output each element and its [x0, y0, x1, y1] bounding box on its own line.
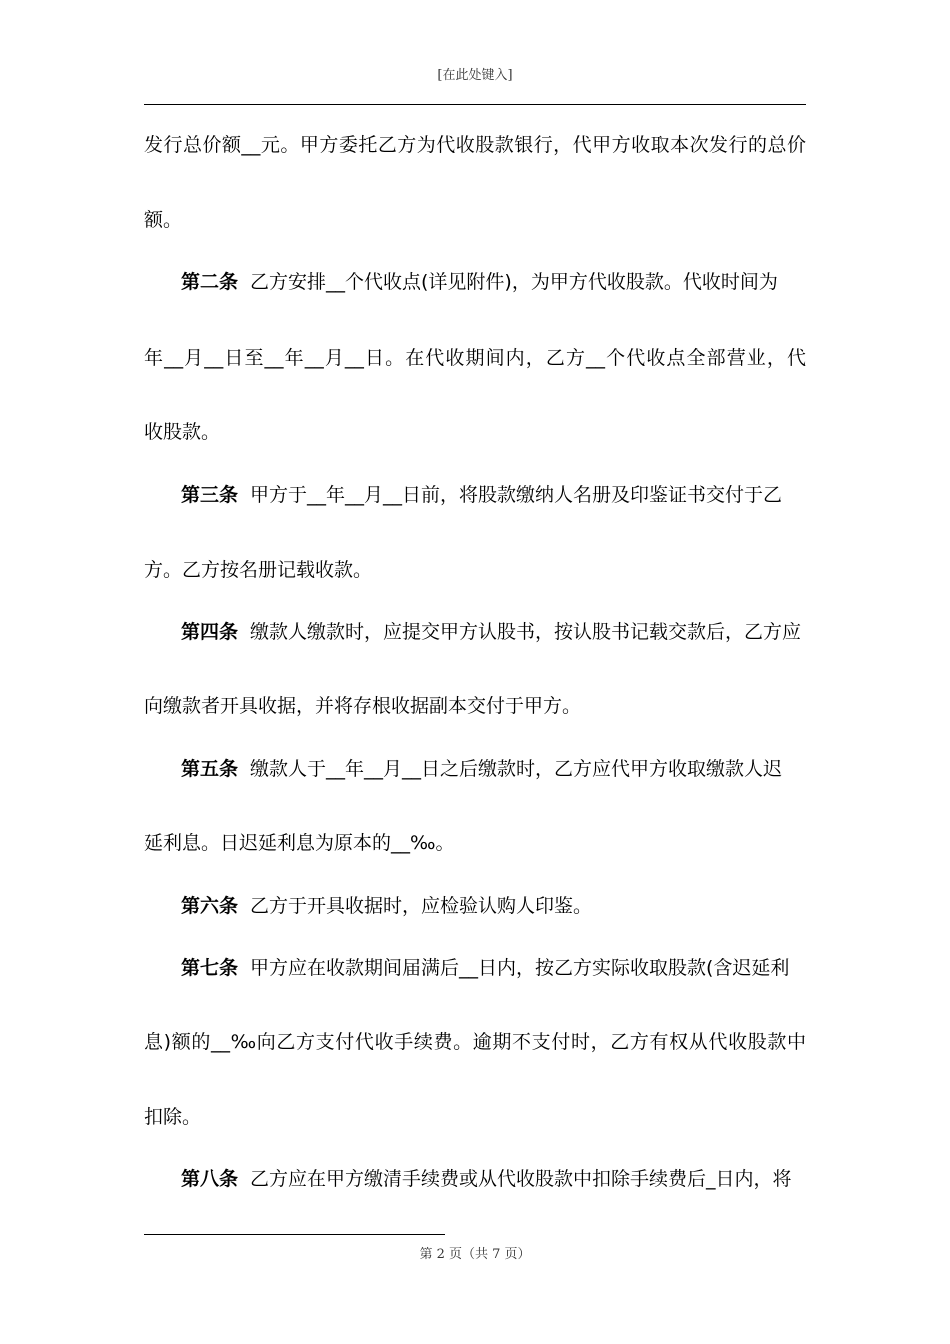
body-line-text: 延利息。日迟延利息为原本的__‰。 [144, 832, 455, 854]
body-line-text: 甲方应在收款期间届满后__日内，按乙方实际收取股款(含迟延利 [250, 957, 790, 979]
body-line [144, 1027, 806, 1057]
body-line [144, 691, 806, 721]
footnote-divider [144, 1234, 445, 1235]
body-line [144, 343, 806, 373]
body-line [144, 130, 806, 160]
body-line-text: 缴款人缴款时，应提交甲方认股书，按认股书记载交款后，乙方应 [250, 621, 802, 643]
body-line-text: 甲方于__年__月__日前，将股款缴纳人名册及印鉴证书交付于乙 [250, 484, 783, 506]
article-label: 第八条 [181, 1168, 239, 1190]
article-5-line [181, 754, 806, 784]
body-line-text: 乙方安排__个代收点(详见附件)，为甲方代收股款。代收时间为 [250, 271, 778, 293]
article-label: 第四条 [181, 621, 239, 643]
body-line-text: 收股款。 [144, 421, 221, 443]
page-number: 第 2 页（共 7 页） [419, 1247, 531, 1262]
body-line-text: 向缴款者开具收据，并将存根收据副本交付于甲方。 [144, 695, 582, 717]
header-placeholder-text: [在此处键入] [437, 68, 513, 83]
body-line [144, 828, 806, 858]
body-line [144, 417, 806, 447]
article-6-line [181, 891, 806, 921]
article-7-line [181, 953, 806, 983]
article-label: 第五条 [181, 758, 239, 780]
body-line-text: 发行总价额__元。甲方委托乙方为代收股款银行，代甲方收取本次发行的总价 [144, 134, 806, 156]
article-4-line [181, 617, 806, 647]
article-label: 第七条 [181, 957, 239, 979]
article-2-line [181, 267, 806, 297]
body-line-text: 缴款人于__年__月__日之后缴款时，乙方应代甲方收取缴款人迟 [250, 758, 783, 780]
header-divider [144, 104, 806, 105]
body-line-text: 扣除。 [144, 1106, 202, 1128]
body-line-text: 乙方于开具收据时，应检验认购人印鉴。 [250, 895, 593, 917]
article-8-line [181, 1164, 806, 1194]
article-label: 第三条 [181, 484, 239, 506]
article-label: 第二条 [181, 271, 239, 293]
body-line-text: 方。乙方按名册记载收款。 [144, 559, 373, 581]
body-line-text: 乙方应在甲方缴清手续费或从代收股款中扣除手续费后_日内，将 [250, 1168, 792, 1190]
body-line-text: 年__月__日至__年__月__日。在代收期间内，乙方__个代收点全部营业，代 [144, 347, 806, 369]
article-label: 第六条 [181, 895, 239, 917]
body-line [144, 1102, 806, 1132]
body-line [144, 555, 806, 585]
body-line [144, 205, 806, 235]
body-line-text: 额。 [144, 209, 183, 231]
body-line-text: 息)额的__‰向乙方支付代收手续费。逾期不支付时，乙方有权从代收股款中 [144, 1031, 806, 1053]
article-3-line [181, 480, 806, 510]
